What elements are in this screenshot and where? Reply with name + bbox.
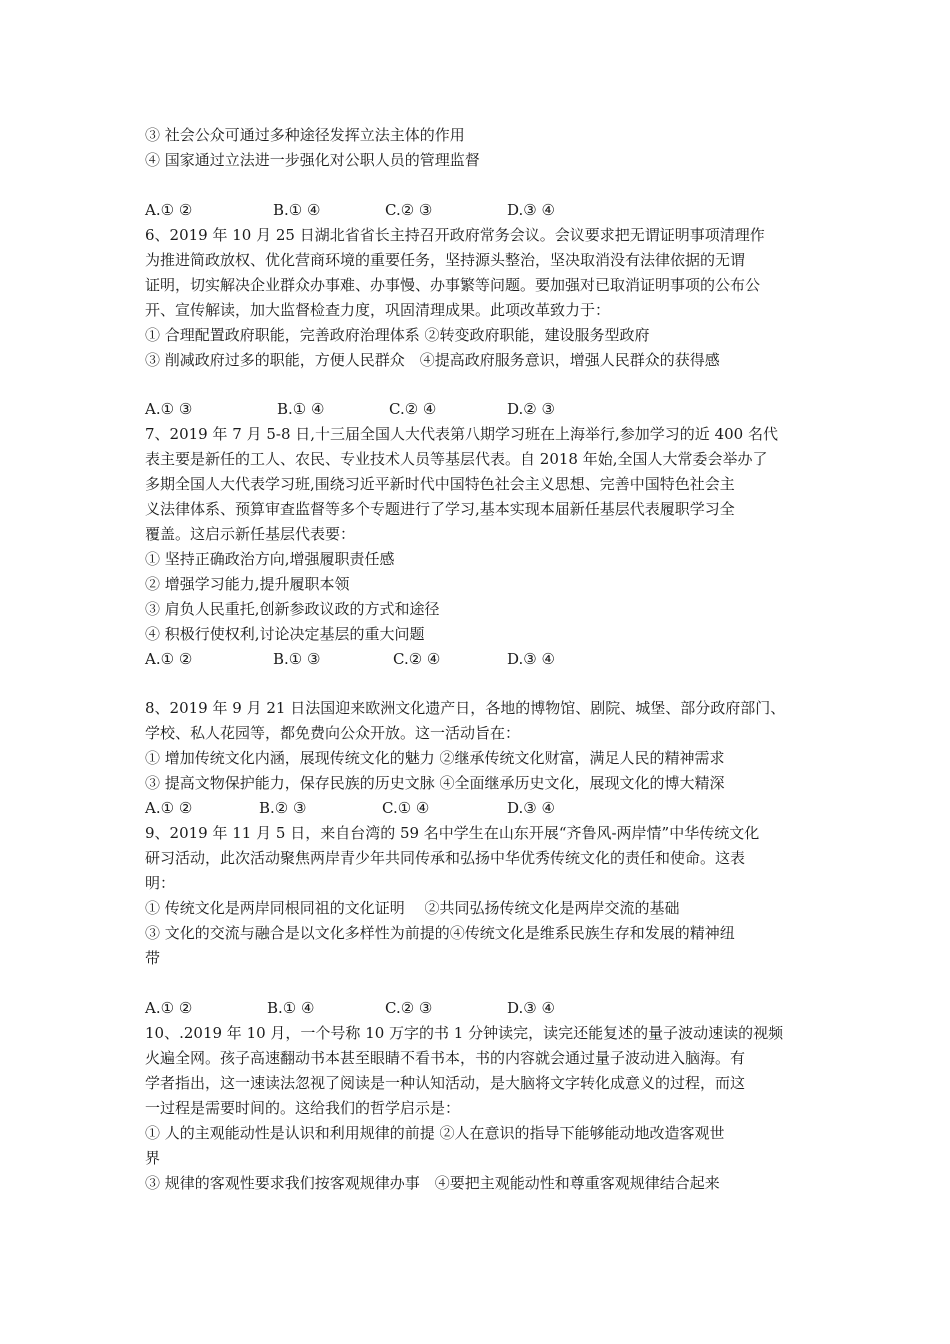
q6-option-a: A.① ③	[145, 400, 193, 418]
q8-option-a: A.① ②	[145, 799, 193, 817]
q7-option-a: A.① ②	[145, 650, 193, 668]
q8-stem-line-2: 学校、私人花园等，都免费向公众开放。这一活动旨在：	[145, 724, 521, 742]
q7-choice-2: ② 增强学习能力,提升履职本领	[145, 575, 350, 593]
q9-option-b: B.① ④	[267, 999, 315, 1017]
q9-choices-cont: 带	[145, 949, 161, 967]
q8-option-b: B.② ③	[259, 799, 307, 817]
q9-option-a: A.① ②	[145, 999, 193, 1017]
q10-stem-line-3: 学者指出，这一速读法忽视了阅读是一种认知活动，是大脑将文字转化成意义的过程，而这	[145, 1074, 746, 1092]
q9-choices-1-2: ① 传统文化是两岸同根同祖的文化证明 ②共同弘扬传统文化是两岸交流的基础	[145, 899, 680, 917]
q5-item-4: ④ 国家通过立法进一步强化对公职人员的管理监督	[145, 151, 480, 169]
q6-stem-line-2: 为推进简政放权、优化营商环境的重要任务，坚持源头整治，坚决取消没有法律依据的无谓	[145, 251, 746, 269]
q7-stem-line-1: 7、2019 年 7 月 5-8 日,十三届全国人大代表第八期学习班在上海举行,参加学习的近 400 名代	[145, 425, 778, 443]
q8-option-d: D.③ ④	[507, 799, 555, 817]
q9-choices-3-4: ③ 文化的交流与融合是以文化多样性为前提的④传统文化是维系民族生存和发展的精神纽	[145, 924, 735, 942]
q10-choices-1-2: ① 人的主观能动性是认识和利用规律的前提 ②人在意识的指导下能够能动地改造客观世	[145, 1124, 725, 1142]
q6-choices-3-4: ③ 削减政府过多的职能，方便人民群众 ④提高政府服务意识，增强人民群众的获得感	[145, 351, 720, 369]
q8-option-c: C.① ④	[382, 799, 430, 817]
q10-stem-line-4: 一过程是需要时间的。这给我们的哲学启示是：	[145, 1099, 461, 1117]
q9-stem-line-3: 明：	[145, 874, 176, 892]
q10-stem-line-1: 10、.2019 年 10 月，一个号称 10 万字的书 1 分钟读完，读完还能复述的量子波动速读的视频	[145, 1024, 784, 1042]
q10-choices-3-4: ③ 规律的客观性要求我们按客观规律办事 ④要把主观能动性和尊重客观规律结合起来	[145, 1174, 720, 1192]
q8-stem-line-1: 8、2019 年 9 月 21 日法国迎来欧洲文化遗产日，各地的博物馆、剧院、城堡、部分政府部门、	[145, 699, 786, 717]
q7-choice-3: ③ 肩负人民重托,创新参政议政的方式和途径	[145, 600, 440, 618]
q7-option-d: D.③ ④	[507, 650, 555, 668]
q7-stem-line-4: 义法律体系、预算审查监督等多个专题进行了学习,基本实现本届新任基层代表履职学习全	[145, 500, 735, 518]
q6-option-b: B.① ④	[277, 400, 325, 418]
q9-option-d: D.③ ④	[507, 999, 555, 1017]
q5-item-3: ③ 社会公众可通过多种途径发挥立法主体的作用	[145, 126, 465, 144]
q7-stem-line-3: 多期全国人大代表学习班,围绕习近平新时代中国特色社会主义思想、完善中国特色社会主	[145, 475, 735, 493]
q6-stem-line-1: 6、2019 年 10 月 25 日湖北省省长主持召开政府常务会议。会议要求把无谓证明事项清理作	[145, 226, 765, 244]
q7-option-b: B.① ③	[273, 650, 321, 668]
q7-choice-1: ① 坚持正确政治方向,增强履职责任感	[145, 550, 395, 568]
q7-choice-4: ④ 积极行使权利,讨论决定基层的重大问题	[145, 625, 425, 643]
q6-stem-line-4: 开、宣传解读，加大监督检查力度，巩固清理成果。此项改革致力于：	[145, 301, 611, 319]
q7-option-c: C.② ④	[393, 650, 441, 668]
q9-stem-line-2: 研习活动，此次活动聚焦两岸青少年共同传承和弘扬中华优秀传统文化的责任和使命。这表	[145, 849, 746, 867]
q7-stem-line-2: 表主要是新任的工人、农民、专业技术人员等基层代表。自 2018 年始,全国人大常委会举办了	[145, 450, 768, 468]
q7-stem-line-5: 覆盖。这启示新任基层代表要：	[145, 525, 356, 543]
q8-choices-1-2: ① 增加传统文化内涵，展现传统文化的魅力 ②继承传统文化财富，满足人民的精神需求	[145, 749, 725, 767]
q5-option-c: C.② ③	[385, 201, 433, 219]
q6-option-d: D.② ③	[507, 400, 555, 418]
q9-stem-line-1: 9、2019 年 11 月 5 日，来自台湾的 59 名中学生在山东开展“齐鲁风-两岸情”中华传统文化	[145, 824, 760, 842]
q10-choices-cont: 界	[145, 1149, 161, 1167]
q8-choices-3-4: ③ 提高文物保护能力，保存民族的历史文脉 ④全面继承历史文化，展现文化的博大精深	[145, 774, 725, 792]
q10-stem-line-2: 火遍全网。孩子高速翻动书本甚至眼睛不看书本，书的内容就会通过量子波动进入脑海。有	[145, 1049, 746, 1067]
q5-option-b: B.① ④	[273, 201, 321, 219]
q6-choices-1-2: ① 合理配置政府职能，完善政府治理体系 ②转变政府职能，建设服务型政府	[145, 326, 650, 344]
q5-option-a: A.① ②	[145, 201, 193, 219]
q5-option-d: D.③ ④	[507, 201, 555, 219]
q6-option-c: C.② ④	[389, 400, 437, 418]
q6-stem-line-3: 证明，切实解决企业群众办事难、办事慢、办事繁等问题。要加强对已取消证明事项的公布公	[145, 276, 761, 294]
q9-option-c: C.② ③	[385, 999, 433, 1017]
